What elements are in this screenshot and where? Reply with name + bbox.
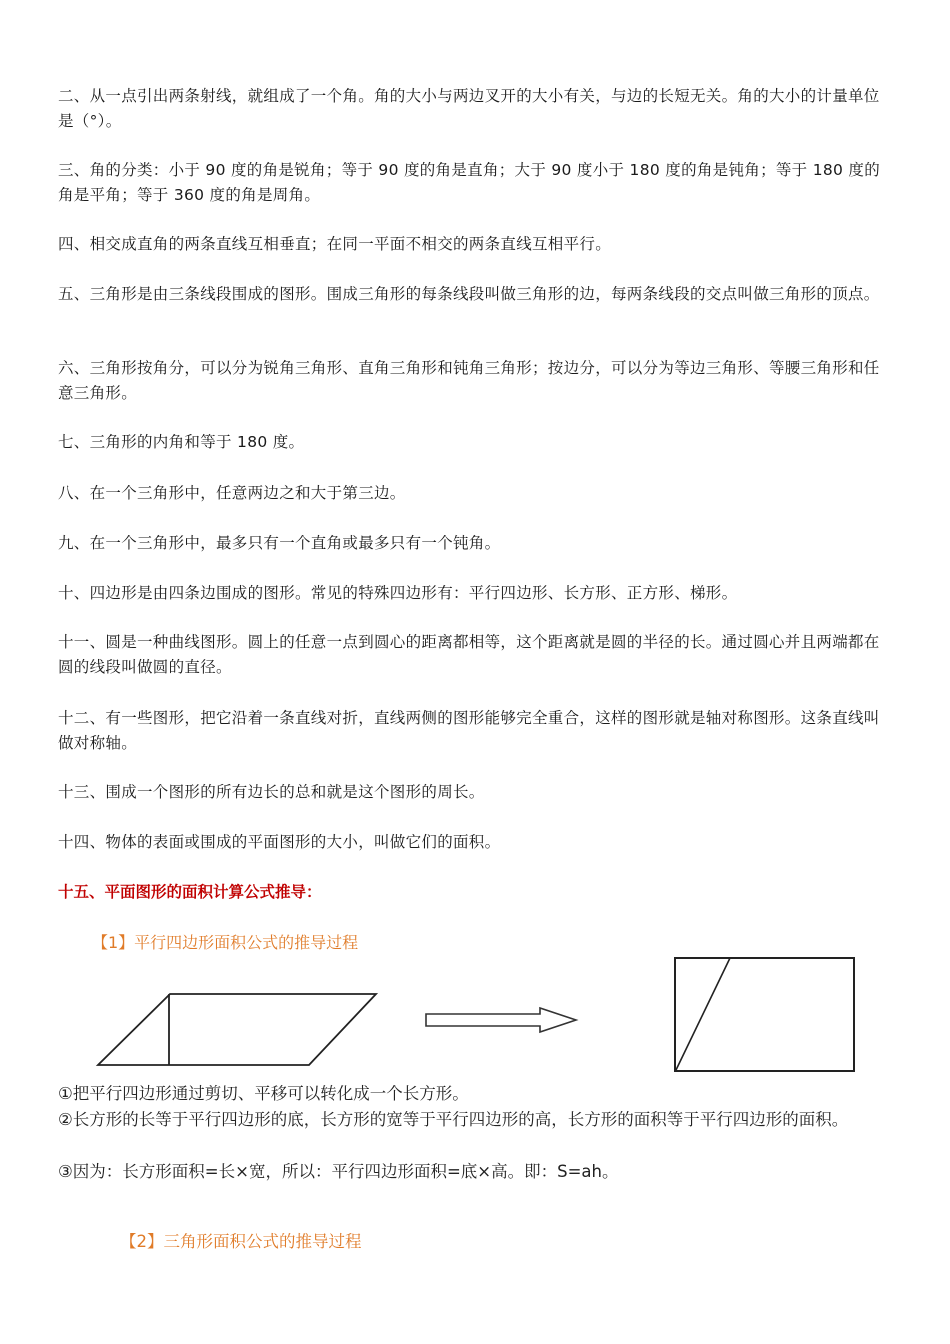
paragraph-9: 九、在一个三角形中，最多只有一个直角或最多只有一个钝角。 — [58, 534, 501, 552]
parallelogram-shape — [98, 994, 376, 1065]
step-1: ①把平行四边形通过剪切、平移可以转化成一个长方形。 — [58, 1084, 469, 1103]
paragraph-8: 八、在一个三角形中，任意两边之和大于第三边。 — [58, 484, 406, 502]
section-15-heading: 十五、平面图形的面积计算公式推导： — [58, 883, 322, 901]
paragraph-12: 十二、有一些图形，把它沿着一条直线对折，直线两侧的图形能够完全重合，这样的图形就是轴对称图形。这条直线叫做对称轴。 — [58, 709, 880, 752]
paragraph-7: 七、三角形的内角和等于 180 度。 — [58, 433, 305, 451]
paragraph-2: 二、从一点引出两条射线，就组成了一个角。角的大小与两边叉开的大小有关，与边的长短无关。角的大小的计量单位是（°）。 — [58, 87, 880, 130]
paragraph-4: 四、相交成直角的两条直线互相垂直；在同一平面不相交的两条直线互相平行。 — [58, 235, 612, 253]
subheading-parallelogram: 【1】平行四边形面积公式的推导过程 — [92, 933, 359, 952]
right-arrow-icon — [426, 1008, 576, 1032]
paragraph-10: 十、四边形是由四条边围成的图形。常见的特殊四边形有：平行四边形、长方形、正方形、梯形。 — [58, 584, 738, 602]
paragraph-6: 六、三角形按角分，可以分为锐角三角形、直角三角形和钝角三角形；按边分，可以分为等边三角形、等腰三角形和任意三角形。 — [58, 359, 880, 402]
paragraph-5: 五、三角形是由三条线段围成的图形。围成三角形的每条线段叫做三角形的边，每两条线段的交点叫做三角形的顶点。 — [58, 285, 880, 303]
paragraph-3: 三、角的分类：小于 90 度的角是锐角；等于 90 度的角是直角；大于 90 度小于 180 度的角是钝角；等于 180 度的角是平角；等于 360 度的角是周角。 — [58, 161, 881, 204]
paragraph-13: 十三、围成一个图形的所有边长的总和就是这个图形的周长。 — [58, 783, 485, 801]
rectangle-cut-line — [676, 958, 730, 1070]
step-3: ③因为：长方形面积=长×宽，所以：平行四边形面积=底×高。即：S=ah。 — [58, 1162, 619, 1181]
subheading-triangle: 【2】三角形面积公式的推导过程 — [120, 1232, 362, 1251]
paragraph-14: 十四、物体的表面或围成的平面图形的大小，叫做它们的面积。 — [58, 833, 501, 851]
rectangle-shape — [675, 958, 854, 1071]
step-2: ②长方形的长等于平行四边形的底，长方形的宽等于平行四边形的高，长方形的面积等于平行四边形的面积。 — [58, 1110, 849, 1129]
paragraph-11: 十一、圆是一种曲线图形。圆上的任意一点到圆心的距离都相等，这个距离就是圆的半径的长。通过圆心并且两端都在圆的线段叫做圆的直径。 — [58, 633, 880, 676]
